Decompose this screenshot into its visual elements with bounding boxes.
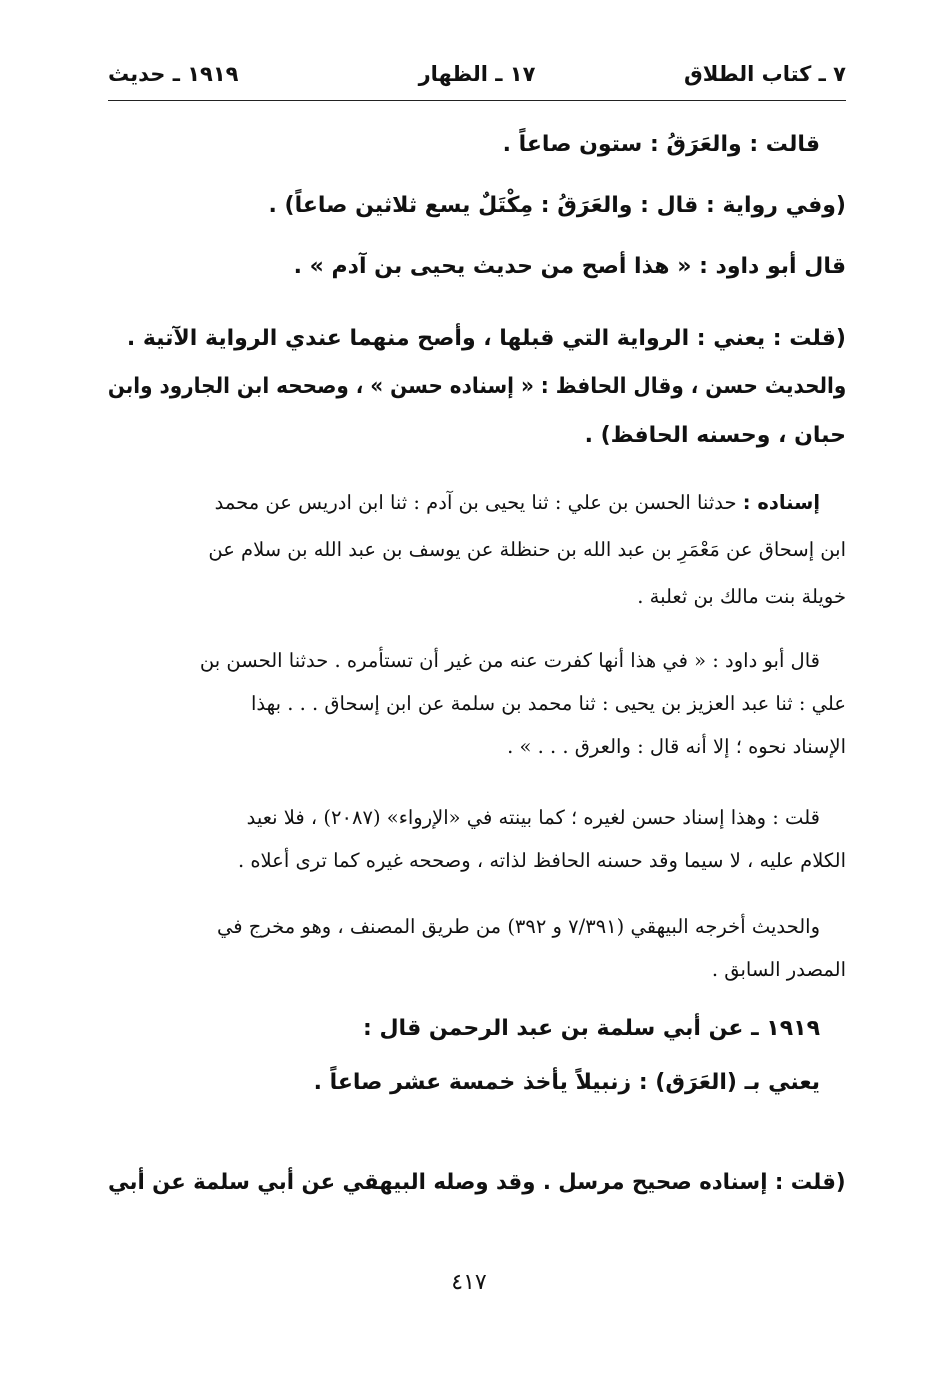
- text-line: والحديث حسن ، وقال الحافظ : « إسناده حسن » ، وصححه ابن الجارود وابن: [107, 374, 846, 399]
- isnad-label: إسناده :: [742, 491, 820, 514]
- text-line: المصدر السابق .: [711, 958, 846, 981]
- isnad-block: [108, 480, 846, 620]
- header-divider: [108, 100, 846, 101]
- text-line: حبان ، وحسنه الحافظ) .: [584, 423, 846, 448]
- text-line: خويلة بنت مالك بن ثعلبة .: [637, 585, 846, 608]
- header-hadith-number: ١٩١٩ ـ حديث: [108, 62, 239, 86]
- text-line: قال أبو داود : « في هذا أنها كفرت عنه من غير أن تستأمره . حدثنا الحسن بن: [199, 649, 820, 672]
- text-line: قال أبو داود : « هذا أصح من حديث يحيى بن آدم » .: [293, 254, 846, 279]
- text-line: يعني بـ (العَرَق) : زنبيلاً يأخذ خمسة عشر صاعاً .: [313, 1070, 820, 1095]
- running-header: [108, 62, 846, 96]
- text-line: ابن إسحاق عن مَعْمَرِ بن عبد الله بن حنظلة عن يوسف بن عبد الله بن سلام عن: [208, 538, 846, 561]
- text-line: قلت : وهذا إسناد حسن لغيره ؛ كما بينته في «الإرواء» (٢٠٨٧) ، فلا نعيد: [246, 806, 820, 829]
- text-line: [215, 480, 820, 526]
- header-chapter-title: ١٧ ـ الظهار: [418, 62, 536, 86]
- header-book-title: ٧ ـ كتاب الطلاق: [684, 62, 846, 86]
- hadith-text-block: [108, 122, 846, 279]
- commentary-block: [108, 316, 846, 466]
- text-line: قالت : والعَرَقُ : ستون صاعاً .: [502, 132, 820, 157]
- text-line: الإسناد نحوه ؛ إلا أنه قال : والعرق . . . » .: [507, 735, 846, 758]
- text-line: (قلت : إسناده صحيح مرسل . وقد وصله البيهقي عن أبي سلمة عن أبي: [108, 1170, 846, 1195]
- abudawud-note-block: [108, 638, 846, 778]
- text-line: والحديث أخرجه البيهقي (٧/٣٩١ و ٣٩٢) من طريق المصنف ، وهو مخرج في: [217, 915, 820, 938]
- hadith-1919-block: [108, 1006, 846, 1116]
- text-line: الكلام عليه ، لا سيما وقد حسنه الحافظ لذاته ، وصححه غيره كما ترى أعلاه .: [237, 849, 846, 872]
- text-line: (وفي رواية : قال : والعَرَقُ : مِكْتَلٌ يسع ثلاثين صاعاً) .: [268, 193, 846, 218]
- text-line: (قلت : يعني : الرواية التي قبلها ، وأصح منهما عندي الرواية الآتية .: [126, 326, 846, 351]
- final-commentary-block: [108, 1160, 846, 1210]
- text-line: علي : ثنا عبد العزيز بن يحيى : ثنا محمد بن سلمة عن ابن إسحاق . . . بهذا: [250, 692, 846, 715]
- isnad-text: حدثنا الحسن بن علي : ثنا يحيى بن آدم : ثنا ابن ادريس عن محمد: [214, 491, 737, 514]
- author-note-block: [108, 795, 846, 895]
- takhrij-block: [108, 904, 846, 1004]
- page-number: ٤١٧: [451, 1270, 487, 1295]
- hadith-heading: ١٩١٩ ـ عن أبي سلمة بن عبد الرحمن قال :: [363, 1016, 820, 1041]
